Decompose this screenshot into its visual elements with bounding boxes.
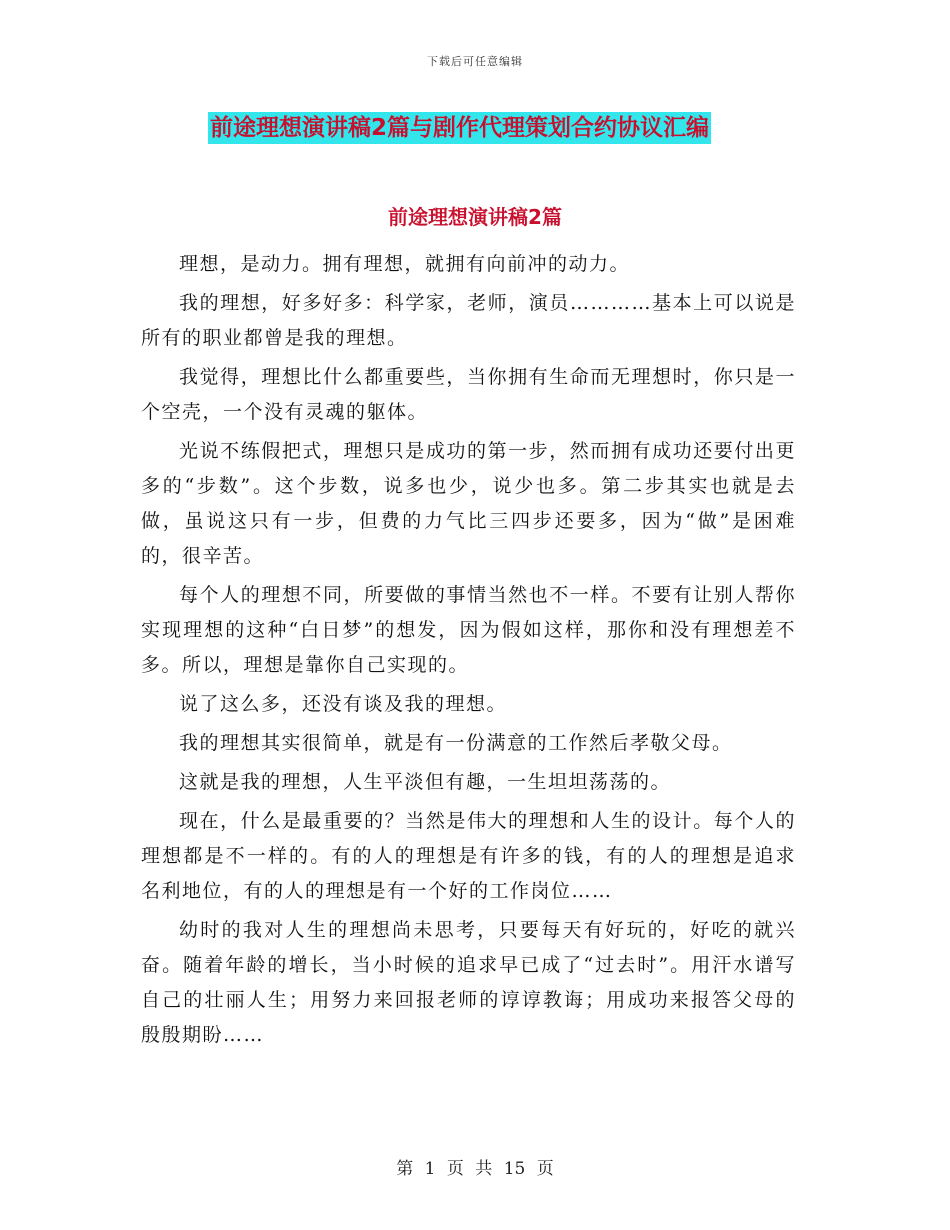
document-main-title: 前途理想演讲稿2篇与剧作代理策划合约协议汇编 [208, 112, 711, 144]
paragraph: 我的理想，好多好多：科学家，老师，演员…………基本上可以说是所有的职业都曾是我的理想。 [141, 292, 796, 349]
paragraph: 幼时的我对人生的理想尚未思考，只要每天有好玩的，好吃的就兴奋。随着年龄的增长，当小时候的追求早已成了“过去时”。用汗水谱写自己的壮丽人生；用努力来回报老师的谆谆教诲；用成功来报答父母的殷殷期盼…… [141, 919, 796, 1046]
paragraph: 每个人的理想不同，所要做的事情当然也不一样。不要有让别人帮你实现理想的这种“白日梦”的想发，因为假如这样，那你和没有理想差不多。所以，理想是靠你自己实现的。 [141, 584, 796, 676]
document-body [141, 247, 796, 1057]
paragraph: 这就是我的理想，人生平淡但有趣，一生坦坦荡荡的。 [179, 771, 672, 793]
paragraph: 我的理想其实很简单，就是有一份满意的工作然后孝敬父母。 [179, 732, 733, 754]
paragraph: 我觉得，理想比什么都重要些，当你拥有生命而无理想时，你只是一个空壳，一个没有灵魂的躯体。 [141, 366, 796, 423]
paragraph: 理想，是动力。拥有理想，就拥有向前冲的动力。 [179, 253, 631, 275]
paragraph: 说了这么多，还没有谈及我的理想。 [179, 693, 508, 715]
paragraph: 光说不练假把式，理想只是成功的第一步，然而拥有成功还要付出更多的“步数”。这个步数，说多也少，说少也多。第二步其实也就是去做，虽说这只有一步，但费的力气比三四步还要多，因为“做”是困难的，很辛苦。 [141, 440, 796, 567]
main-title-container [208, 112, 711, 144]
paragraph: 现在，什么是最重要的？当然是伟大的理想和人生的设计。每个人的理想都是不一样的。有的人的理想是有许多的钱，有的人的理想是追求名利地位，有的人的理想是有一个好的工作岗位…… [141, 810, 796, 902]
section-title: 前途理想演讲稿2篇 [388, 205, 562, 229]
page-number-footer: 第 1 页 共 15 页 [396, 1159, 554, 1179]
header-note: 下载后可任意编辑 [427, 55, 523, 68]
